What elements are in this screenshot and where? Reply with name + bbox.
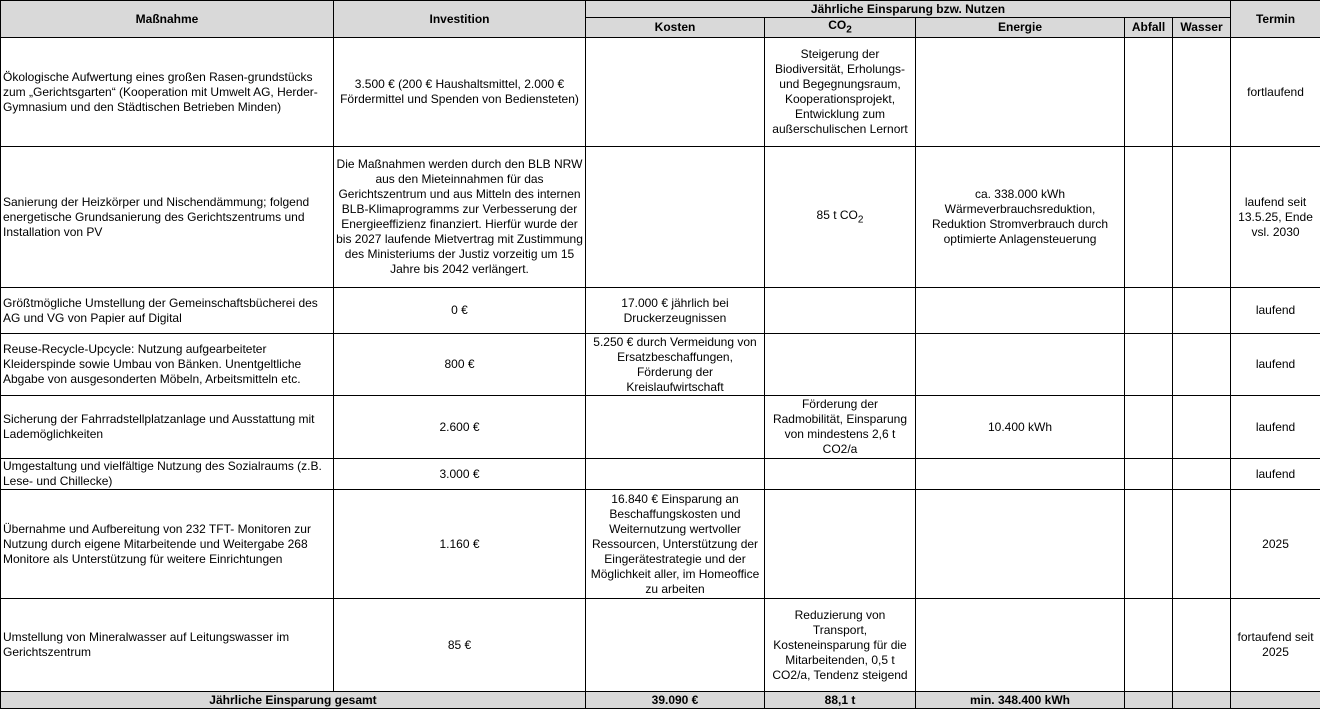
cell-termin: laufend: [1231, 334, 1320, 396]
cell-kosten: [586, 459, 765, 490]
cell-energie: 10.400 kWh: [916, 396, 1125, 459]
cell-co2: Steigerung der Biodiversität, Erholungs- und Begegnungsraum, Kooperationsprojekt, Entwicklung zum außerschulischen Lernort: [765, 38, 916, 147]
cell-investition: 3.000 €: [334, 459, 586, 490]
cell-abfall: [1125, 599, 1173, 692]
header-co2: [765, 18, 916, 38]
cell-termin: laufend: [1231, 459, 1320, 490]
cell-termin: laufend: [1231, 396, 1320, 459]
cell-wasser: [1173, 459, 1231, 490]
cell-massnahme: Umgestaltung und vielfältige Nutzung des Sozialraums (z.B. Lese- und Chillecke): [1, 459, 334, 490]
cell-kosten: [586, 599, 765, 692]
cell-abfall: [1125, 288, 1173, 334]
total-energie: min. 348.400 kWh: [916, 692, 1125, 709]
cell-termin: fortaufend seit 2025: [1231, 599, 1320, 692]
table-row: [1, 38, 1320, 147]
cell-co2: Reduzierung von Transport, Kosteneinsparung für die Mitarbeitenden, 0,5 t CO2/a, Tendenz steigend: [765, 599, 916, 692]
cell-energie: [916, 334, 1125, 396]
table-row: [1, 490, 1320, 599]
cell-wasser: [1173, 147, 1231, 288]
cell-massnahme: Reuse-Recycle-Upcycle: Nutzung aufgearbeiteter Kleiderspinde sowie Umbau von Bänken. Unentgeltliche Abgabe von ausgesonderten Möbeln, Arbeitsmitteln etc.: [1, 334, 334, 396]
cell-energie: [916, 599, 1125, 692]
header-energie: Energie: [916, 18, 1125, 38]
cell-investition: 85 €: [334, 599, 586, 692]
total-row: [1, 692, 1320, 709]
table-row: [1, 288, 1320, 334]
cell-abfall: [1125, 396, 1173, 459]
cell-kosten: 16.840 € Einsparung an Beschaffungskosten und Weiternutzung wertvoller Ressourcen, Unterstützung der Eingerätestrategie und der Möglichkeit aller, im Homeoffice zu arbeiten: [586, 490, 765, 599]
table-row: [1, 147, 1320, 288]
total-kosten: 39.090 €: [586, 692, 765, 709]
header-co2-sub: 2: [846, 24, 852, 35]
cell-termin: laufend: [1231, 288, 1320, 334]
cell-energie: ca. 338.000 kWh Wärmeverbrauchsreduktion, Reduktion Stromverbrauch durch optimierte Anlagensteuerung: [916, 147, 1125, 288]
cell-termin: laufend seit 13.5.25, Ende vsl. 2030: [1231, 147, 1320, 288]
total-label: Jährliche Einsparung gesamt: [1, 692, 586, 709]
cell-co2: [765, 147, 916, 288]
cell-co2-sub: 2: [858, 214, 864, 225]
cell-termin: 2025: [1231, 490, 1320, 599]
cell-co2: [765, 288, 916, 334]
total-co2: 88,1 t: [765, 692, 916, 709]
cell-investition: Die Maßnahmen werden durch den BLB NRW aus den Mieteinnahmen für das Gerichtszentrum und aus Mitteln des internen BLB-Klimaprogramms zur Verbesserung der Energieeffizienz finanziert. Hierfür wurde der bis 2027 laufende Mietvertrag mit Zustimmung des Ministeriums der Justiz vorzeitig um 15 Jahre bis 2042 verlängert.: [334, 147, 586, 288]
header-einsparung-group: Jährliche Einsparung bzw. Nutzen: [586, 1, 1231, 18]
header-kosten: Kosten: [586, 18, 765, 38]
total-termin: [1231, 692, 1320, 709]
cell-investition: 0 €: [334, 288, 586, 334]
cell-investition: 3.500 € (200 € Haushaltsmittel, 2.000 € Fördermittel und Spenden von Bediensteten): [334, 38, 586, 147]
table-row: [1, 334, 1320, 396]
cell-energie: [916, 490, 1125, 599]
cell-co2: Förderung der Radmobilität, Einsparung von mindestens 2,6 t CO2/a: [765, 396, 916, 459]
total-wasser: [1173, 692, 1231, 709]
cell-investition: 1.160 €: [334, 490, 586, 599]
cell-massnahme: Größtmögliche Umstellung der Gemeinschaftsbücherei des AG und VG von Papier auf Digital: [1, 288, 334, 334]
cell-kosten: 17.000 € jährlich bei Druckerzeugnissen: [586, 288, 765, 334]
cell-abfall: [1125, 490, 1173, 599]
cell-co2: [765, 334, 916, 396]
cell-kosten: [586, 147, 765, 288]
cell-wasser: [1173, 334, 1231, 396]
cell-co2-base: 85 t CO: [817, 208, 858, 222]
cell-kosten: 5.250 € durch Vermeidung von Ersatzbeschaffungen, Förderung der Kreislaufwirtschaft: [586, 334, 765, 396]
header-wasser: Wasser: [1173, 18, 1231, 38]
cell-massnahme: Sanierung der Heizkörper und Nischendämmung; folgend energetische Grundsanierung des Gerichtszentrums und Installation von PV: [1, 147, 334, 288]
table-row: [1, 599, 1320, 692]
cell-massnahme: Übernahme und Aufbereitung von 232 TFT- Monitoren zur Nutzung durch eigene Mitarbeitende und Weitergabe 268 Monitore als Unterstützung für weitere Einrichtungen: [1, 490, 334, 599]
cell-massnahme: Sicherung der Fahrradstellplatzanlage und Ausstattung mit Lademöglichkeiten: [1, 396, 334, 459]
cell-wasser: [1173, 599, 1231, 692]
cell-kosten: [586, 38, 765, 147]
header-abfall: Abfall: [1125, 18, 1173, 38]
header-massnahme: Maßnahme: [1, 1, 334, 38]
cell-energie: [916, 288, 1125, 334]
table-row: [1, 459, 1320, 490]
cell-kosten: [586, 396, 765, 459]
table-row: [1, 396, 1320, 459]
cell-abfall: [1125, 459, 1173, 490]
cell-investition: 800 €: [334, 334, 586, 396]
cell-wasser: [1173, 38, 1231, 147]
cell-energie: [916, 38, 1125, 147]
cell-wasser: [1173, 396, 1231, 459]
cell-massnahme: Ökologische Aufwertung eines großen Rasen-grundstücks zum „Gerichtsgarten“ (Kooperation mit Umwelt AG, Herder-Gymnasium und den Städtischen Betrieben Minden): [1, 38, 334, 147]
cell-termin: fortlaufend: [1231, 38, 1320, 147]
cell-co2: [765, 459, 916, 490]
total-abfall: [1125, 692, 1173, 709]
cell-abfall: [1125, 147, 1173, 288]
header-investition: Investition: [334, 1, 586, 38]
cell-co2: [765, 490, 916, 599]
cell-abfall: [1125, 38, 1173, 147]
header-termin: Termin: [1231, 1, 1320, 38]
cell-abfall: [1125, 334, 1173, 396]
cell-energie: [916, 459, 1125, 490]
header-co2-base: CO: [828, 18, 846, 32]
cell-wasser: [1173, 490, 1231, 599]
cell-massnahme: Umstellung von Mineralwasser auf Leitungswasser im Gerichtszentrum: [1, 599, 334, 692]
cell-wasser: [1173, 288, 1231, 334]
cell-investition: 2.600 €: [334, 396, 586, 459]
